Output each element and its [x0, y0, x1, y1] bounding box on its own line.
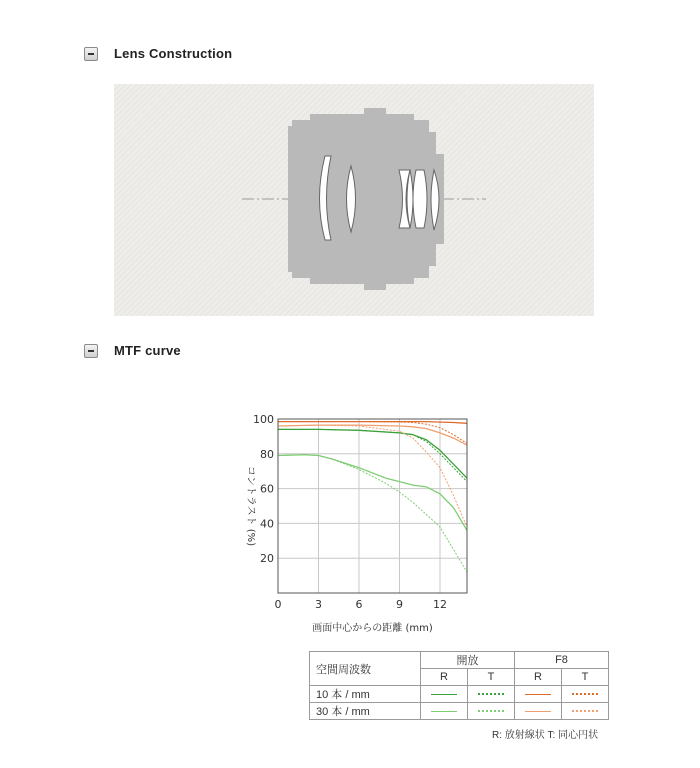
x-tick-label: 6 — [355, 598, 363, 611]
swatch-30-f8-t — [572, 710, 598, 712]
y-tick-label: 40 — [260, 517, 274, 531]
y-tick-label: 20 — [260, 552, 274, 566]
collapse-mtf-curve-button[interactable] — [84, 344, 98, 358]
chart-series — [278, 422, 467, 572]
lens-cross-section — [114, 84, 594, 316]
x-tick-label: 0 — [274, 598, 282, 611]
series-line — [278, 429, 467, 481]
y-axis-title: コントラスト (%) — [245, 465, 256, 547]
col-r-f8: R — [515, 669, 562, 686]
lens-construction-header — [84, 46, 232, 61]
lens-construction-diagram — [114, 84, 594, 316]
swatch-10-open-t — [478, 693, 504, 695]
swatch-30-open-t — [478, 710, 504, 712]
mtf-chart — [230, 400, 490, 635]
x-axis-title: 画面中心からの距離 (mm) — [312, 623, 433, 634]
spatial-frequency-header: 空間周波数 — [310, 652, 421, 686]
y-tick-label: 60 — [260, 482, 274, 496]
aperture-f8-header: F8 — [515, 652, 609, 669]
x-tick-label: 3 — [315, 598, 322, 611]
legend-row-label: 10 本 / mm — [310, 686, 421, 703]
collapse-lens-construction-button[interactable] — [84, 47, 98, 61]
col-t-open: T — [468, 669, 515, 686]
plot-frame — [278, 419, 467, 593]
mtf-legend-table — [309, 651, 609, 720]
x-tick-label: 12 — [433, 598, 447, 611]
swatch-10-f8-r — [525, 694, 551, 695]
lens-construction-title: Lens Construction — [114, 46, 233, 61]
y-tick-label: 80 — [260, 447, 274, 461]
swatch-30-open-r — [431, 711, 457, 712]
col-r-open: R — [421, 669, 468, 686]
aperture-open-header: 開放 — [421, 652, 515, 669]
lens-element-5 — [413, 170, 427, 228]
legend-note: R: 放射線状 T: 同心円状 — [492, 730, 599, 741]
mtf-curve-title: MTF curve — [114, 343, 181, 358]
legend-row-label: 30 本 / mm — [310, 703, 421, 720]
mtf-curve-header — [84, 343, 181, 358]
series-line — [278, 455, 467, 531]
legend-row-30 — [310, 703, 609, 720]
x-tick-label: 9 — [396, 598, 403, 611]
chart-grid — [278, 419, 467, 593]
legend-row-10 — [310, 686, 609, 703]
swatch-30-f8-r — [525, 711, 551, 712]
swatch-10-f8-t — [572, 693, 598, 695]
swatch-10-open-r — [431, 694, 457, 695]
col-t-f8: T — [562, 669, 609, 686]
y-tick-label: 100 — [253, 413, 274, 426]
